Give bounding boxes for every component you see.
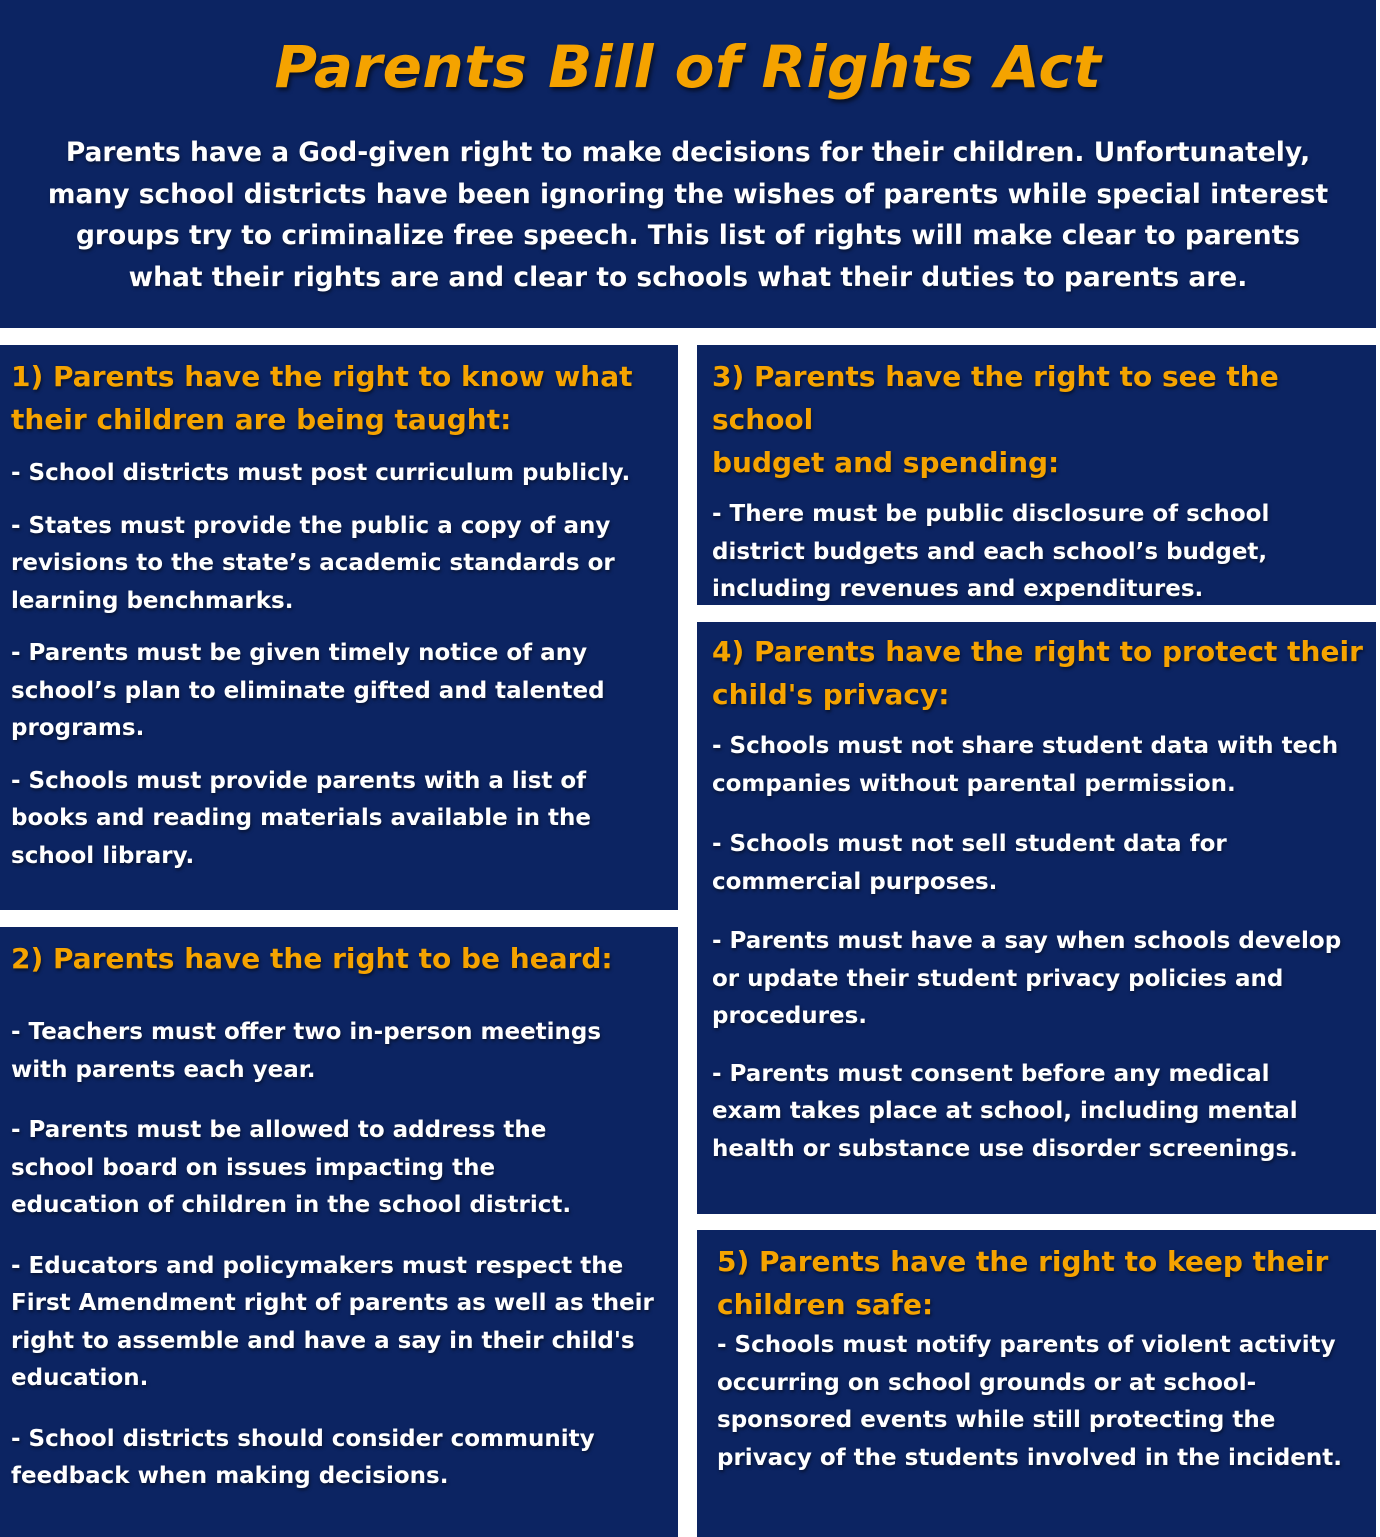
item-line: sponsored events while still protecting the xyxy=(717,1407,1276,1433)
right-item xyxy=(11,1421,678,1496)
item-line: privacy of the students involved in the incident. xyxy=(717,1444,1342,1471)
heading-line: 4) Parents have the right to protect their xyxy=(712,635,1363,668)
item-line: procedures. xyxy=(712,1003,868,1029)
header-banner xyxy=(0,0,1376,328)
item-line: revisions to the state’s academic standards or xyxy=(11,550,615,576)
item-line: - Schools must not share student data with tech xyxy=(712,733,1339,759)
heading-line: 1) Parents have the right to know what xyxy=(11,360,633,393)
item-line: school library. xyxy=(11,842,195,869)
item-line: programs. xyxy=(11,715,145,741)
item-line: - Parents must have a say when schools develop xyxy=(712,928,1342,954)
heading-line: their children are being taught: xyxy=(11,403,512,436)
right-item xyxy=(712,728,1376,803)
item-line: education. xyxy=(11,1365,149,1391)
section-right-to-know xyxy=(0,345,678,910)
item-line: district budgets and each school’s budget, xyxy=(712,538,1268,565)
section-heading xyxy=(11,355,678,441)
intro-line: many school districts have been ignoring the wishes of parents while special interest xyxy=(47,178,1329,210)
right-item xyxy=(712,826,1376,901)
section-heading xyxy=(712,355,1376,484)
item-line: education of children in the school district. xyxy=(11,1192,572,1218)
right-item xyxy=(11,1014,678,1089)
right-item xyxy=(712,496,1376,609)
item-line: - School districts must post curriculum publicly. xyxy=(11,460,631,486)
item-line: feedback when making decisions. xyxy=(11,1463,449,1489)
item-line: school’s plan to eliminate gifted and talented xyxy=(11,677,605,704)
item-line: occurring on school grounds or at school- xyxy=(717,1369,1257,1396)
item-line: school board on issues impacting the xyxy=(11,1154,496,1181)
section-heading xyxy=(717,1240,1376,1326)
heading-line: 3) Parents have the right to see the school xyxy=(712,360,1279,436)
heading-line: budget and spending: xyxy=(712,446,1060,479)
item-line: learning benchmarks. xyxy=(11,587,294,614)
section-right-to-be-heard xyxy=(0,927,678,1537)
section-heading xyxy=(11,937,678,980)
item-line: - There must be public disclosure of school xyxy=(712,501,1270,527)
right-item xyxy=(712,923,1376,1036)
item-line: - Parents must consent before any medical xyxy=(712,1060,1270,1087)
item-line: - Schools must not sell student data for xyxy=(712,831,1227,857)
right-item xyxy=(11,455,678,493)
right-item xyxy=(11,1248,678,1398)
right-item xyxy=(712,1056,1376,1169)
item-line: First Amendment right of parents as well as their xyxy=(11,1290,654,1316)
page-title: Parents Bill of Rights Act xyxy=(274,33,1102,101)
item-line: - Parents must be given timely notice of any xyxy=(11,640,588,666)
right-item xyxy=(11,1112,678,1225)
intro-line: Parents have a God-given right to make decisions for their children. Unfortunately, xyxy=(65,137,1311,168)
item-line: - Teachers must offer two in-person meetings xyxy=(11,1019,602,1045)
heading-line: child's privacy: xyxy=(712,678,950,711)
intro-line: what their rights are and clear to schools what their duties to parents are. xyxy=(128,261,1248,293)
item-line: health or substance use disorder screenings. xyxy=(712,1135,1298,1162)
item-line: - Educators and policymakers must respect the xyxy=(11,1252,624,1279)
item-line: commercial purposes. xyxy=(712,868,998,895)
right-item xyxy=(11,635,678,748)
item-line: - Schools must provide parents with a list of xyxy=(11,767,587,794)
section-right-to-safety xyxy=(697,1230,1376,1537)
item-line: - School districts should consider community xyxy=(11,1425,595,1452)
right-item xyxy=(11,763,678,876)
intro-line: groups try to criminalize free speech. This list of rights will make clear to parents xyxy=(75,220,1301,251)
section-right-to-privacy xyxy=(697,622,1376,1214)
heading-line: 5) Parents have the right to keep their xyxy=(717,1245,1329,1278)
section-heading xyxy=(712,630,1376,716)
heading-line: 2) Parents have the right to be heard: xyxy=(11,942,613,975)
item-line: or update their student privacy policies and xyxy=(712,965,1284,992)
right-item xyxy=(717,1327,1376,1477)
heading-line: children safe: xyxy=(717,1288,934,1321)
item-line: - Parents must be allowed to address the xyxy=(11,1117,547,1143)
intro-paragraph xyxy=(23,132,1353,298)
section-right-to-see-budget xyxy=(697,345,1376,605)
item-line: exam takes place at school, including mental xyxy=(712,1098,1298,1124)
item-line: books and reading materials available in the xyxy=(11,805,591,831)
item-line: right to assemble and have a say in their child's xyxy=(11,1327,635,1354)
item-line: with parents each year. xyxy=(11,1056,316,1083)
item-line: - States must provide the public a copy of any xyxy=(11,512,611,539)
item-line: including revenues and expenditures. xyxy=(712,576,1204,602)
item-line: - Schools must notify parents of violent activity xyxy=(717,1332,1336,1358)
right-item xyxy=(11,508,678,621)
item-line: companies without parental permission. xyxy=(712,770,1236,797)
